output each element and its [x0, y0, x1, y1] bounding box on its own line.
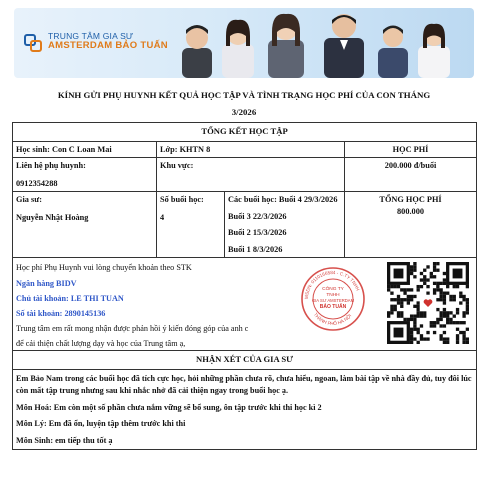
- session-line: Các buổi học: Buổi 4 29/3/2026: [228, 195, 338, 204]
- tutor-cell: [13, 192, 157, 258]
- company-stamp: [300, 266, 366, 332]
- report-title-line-2: 3/2026: [231, 107, 257, 117]
- stamp-top-text: MSDN: 0110166584 - C.TY TNHH: [303, 269, 361, 300]
- stamp-bottom-text: THÀNH PHỐ HÀ NỘI: [312, 311, 353, 327]
- contact-label: Liên hệ phụ huynh:: [16, 161, 86, 170]
- area-label: Khu vực:: [157, 158, 345, 192]
- report-title: [20, 87, 468, 121]
- total-cell: [345, 192, 477, 258]
- report-title-line-1: KÍNH GỬI PHỤ HUYNH KẾT QUẢ HỌC TẬP VÀ TÌNH TRẠNG HỌC PHÍ CỦA CON THÁNG: [57, 90, 431, 100]
- comments-cell: [13, 369, 477, 450]
- logo-line-1: TRUNG TÂM GIA SƯ: [48, 31, 134, 41]
- comment-line: Môn Sinh: em tiếp thu tốt ạ: [16, 435, 113, 445]
- center-logo-icon: [24, 34, 42, 52]
- report-table: [12, 122, 477, 450]
- payment-instruction: Học phí Phụ Huynh vui lòng chuyển khoản theo STK: [16, 263, 192, 272]
- feedback-line-2: để cải thiện chất lượng dạy và học của Trung tâm ạ,: [16, 339, 186, 348]
- session-line: Buổi 3 22/3/2026: [228, 211, 287, 221]
- comment-line: Em Bảo Nam trong các buổi học đã tích cực học, hỏi những phần chưa rõ, chưa hiểu, ngoan, làm bài tập về nhà đầy đủ, tuy đôi lúc còn mất tập trung nhưng sau khi nhắc nhở đã cải thiện ngay trong buổi học ạ.: [16, 373, 472, 395]
- fee-value: 200.000 đ/buổi: [345, 158, 477, 192]
- logo-line-2: AMSTERDAM BẢO TUẤN: [48, 39, 168, 51]
- parent-phone: 0912354288: [16, 178, 58, 188]
- student-class: Lớp: KHTN 8: [157, 141, 345, 158]
- account-number: Số tài khoản: 2890145136: [16, 309, 106, 318]
- contact-cell: [13, 158, 157, 192]
- payment-cell: [13, 258, 477, 351]
- stamp-center-line-2: TNHH: [326, 293, 340, 298]
- feedback-line-1: Trung tâm em rất mong nhận được phản hồi ý kiến đóng góp của anh c: [16, 324, 249, 333]
- bank-name: Ngân hàng BIDV: [16, 279, 77, 288]
- tutor-name: Nguyễn Nhật Hoàng: [16, 212, 89, 222]
- stamp-center-line-3: GIA SƯ AMSTERDAM: [311, 298, 355, 303]
- comment-line: Môn Hoá: Em còn một số phần chưa nắm vững sẽ bổ sung, ôn tập trước khi thi học kì 2: [16, 402, 322, 412]
- payment-section: [13, 258, 476, 350]
- session-dates-cell: [225, 192, 345, 258]
- total-value: 800.000: [397, 206, 424, 216]
- total-label: TỔNG HỌC PHÍ: [379, 195, 442, 204]
- sessions-label: Số buổi học:: [160, 195, 204, 204]
- sessions-count: 4: [160, 212, 165, 222]
- center-logo-text: [48, 32, 168, 51]
- session-line: Buổi 1 8/3/2026: [228, 244, 283, 254]
- student-name: Học sinh: Con C Loan Mai: [13, 141, 157, 158]
- comment-line: Môn Lý: Em đã ổn, luyện tập thêm trước khi thi: [16, 419, 186, 428]
- header-banner: [14, 8, 474, 78]
- account-holder: Chủ tài khoản: LE THI TUAN: [16, 294, 124, 303]
- payment-qr-code[interactable]: [387, 262, 469, 344]
- summary-header: TỔNG KẾT HỌC TẬP: [13, 123, 477, 142]
- team-photo: [164, 10, 474, 78]
- tutor-label: Gia sư:: [16, 195, 42, 204]
- fee-label: HỌC PHÍ: [345, 141, 477, 158]
- session-line: Buổi 2 15/3/2026: [228, 228, 287, 237]
- stamp-center-line-4: BẢO TUẤN: [319, 304, 347, 310]
- sessions-cell: [157, 192, 225, 258]
- stamp-center-line-1: CÔNG TY: [322, 287, 344, 292]
- comments-header: NHẬN XÉT CỦA GIA SƯ: [13, 351, 477, 370]
